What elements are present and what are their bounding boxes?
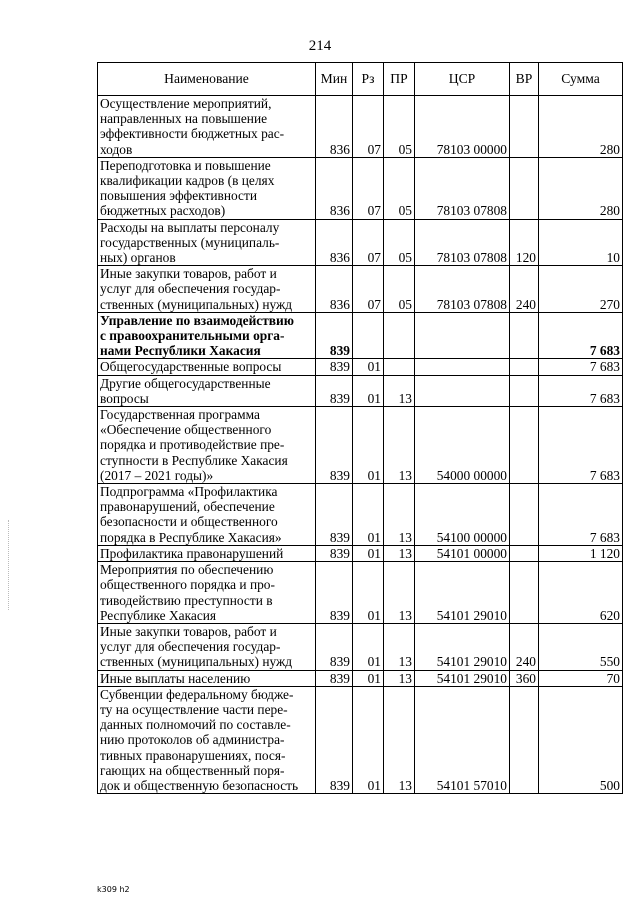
cell-name: Иные выплаты населению	[98, 670, 316, 686]
cell-vr	[510, 96, 539, 158]
cell-rz: 01	[353, 562, 384, 624]
cell-vr	[510, 359, 539, 375]
table-row	[98, 157, 623, 219]
cell-name: Мероприятия по обеспечению общественного порядка и про- тиводействию преступности в Республике Хакасия	[98, 562, 316, 624]
cell-pr: 13	[384, 670, 415, 686]
cell-name: Подпрограмма «Профилактика правонарушений, обеспечение безопасности и общественного порядка в Республике Хакасия»	[98, 484, 316, 546]
cell-vr: 240	[510, 266, 539, 313]
cell-vr	[510, 157, 539, 219]
cell-min: 839	[316, 407, 353, 484]
cell-min: 839	[316, 686, 353, 793]
cell-name: Расходы на выплаты персоналу государственных (муниципаль- ных) органов	[98, 219, 316, 266]
cell-name: Субвенции федеральному бюдже- ту на осуществление части пере- данных полномочий по составле- нию протоколов об администра- тивных правонарушениях, пося- гающих на общественный поря- док и общественную безопасность	[98, 686, 316, 793]
cell-pr: 05	[384, 96, 415, 158]
header-min: Мин	[316, 63, 353, 96]
cell-rz: 07	[353, 266, 384, 313]
header-vr: ВР	[510, 63, 539, 96]
cell-sum: 1 120	[539, 545, 623, 561]
cell-sum: 500	[539, 686, 623, 793]
cell-min: 839	[316, 623, 353, 670]
cell-pr: 13	[384, 375, 415, 406]
cell-pr: 05	[384, 157, 415, 219]
cell-csr	[415, 312, 510, 359]
cell-min: 839	[316, 375, 353, 406]
cell-pr: 13	[384, 484, 415, 546]
table-row	[98, 670, 623, 686]
cell-min: 839	[316, 670, 353, 686]
cell-min: 839	[316, 484, 353, 546]
cell-pr: 05	[384, 219, 415, 266]
table-row	[98, 623, 623, 670]
cell-name: Государственная программа «Обеспечение общественного порядка и противодействие пре- ступности в Республике Хакасия (2017 – 2021 годы)»	[98, 407, 316, 484]
header-name: Наименование	[98, 63, 316, 96]
cell-rz: 01	[353, 670, 384, 686]
cell-min: 836	[316, 157, 353, 219]
table-row	[98, 96, 623, 158]
cell-name: Общегосударственные вопросы	[98, 359, 316, 375]
cell-sum: 7 683	[539, 407, 623, 484]
cell-min: 836	[316, 96, 353, 158]
cell-csr	[415, 375, 510, 406]
cell-csr: 78103 07808	[415, 219, 510, 266]
cell-min: 836	[316, 266, 353, 313]
cell-name: Профилактика правонарушений	[98, 545, 316, 561]
cell-rz: 01	[353, 623, 384, 670]
cell-csr: 54101 57010	[415, 686, 510, 793]
cell-min: 839	[316, 545, 353, 561]
cell-vr	[510, 407, 539, 484]
cell-sum: 70	[539, 670, 623, 686]
cell-min: 839	[316, 562, 353, 624]
cell-csr: 54100 00000	[415, 484, 510, 546]
cell-rz: 07	[353, 96, 384, 158]
table-header-row	[98, 63, 623, 96]
header-rz: Рз	[353, 63, 384, 96]
cell-csr: 54101 29010	[415, 670, 510, 686]
cell-rz: 01	[353, 484, 384, 546]
table-row	[98, 686, 623, 793]
cell-sum: 280	[539, 96, 623, 158]
table-row	[98, 545, 623, 561]
cell-vr	[510, 562, 539, 624]
budget-table	[97, 62, 623, 794]
table-row	[98, 562, 623, 624]
cell-pr: 13	[384, 623, 415, 670]
cell-sum: 7 683	[539, 375, 623, 406]
cell-vr: 360	[510, 670, 539, 686]
cell-csr: 78103 00000	[415, 96, 510, 158]
cell-vr: 120	[510, 219, 539, 266]
scan-margin-marks	[8, 520, 11, 610]
cell-rz: 07	[353, 157, 384, 219]
cell-csr: 54101 29010	[415, 562, 510, 624]
cell-rz	[353, 312, 384, 359]
cell-sum: 10	[539, 219, 623, 266]
cell-vr	[510, 545, 539, 561]
cell-pr	[384, 359, 415, 375]
cell-csr: 54000 00000	[415, 407, 510, 484]
cell-name: Другие общегосударственные вопросы	[98, 375, 316, 406]
header-pr: ПР	[384, 63, 415, 96]
table-row	[98, 219, 623, 266]
cell-name: Иные закупки товаров, работ и услуг для обеспечения государ- ственных (муниципальных) нужд	[98, 623, 316, 670]
table-row	[98, 375, 623, 406]
cell-pr: 13	[384, 562, 415, 624]
table-row	[98, 359, 623, 375]
cell-vr	[510, 312, 539, 359]
table-row	[98, 266, 623, 313]
table-row	[98, 312, 623, 359]
cell-csr: 54101 29010	[415, 623, 510, 670]
cell-min: 839	[316, 312, 353, 359]
footer-code: k309 h2	[97, 885, 130, 894]
cell-csr: 78103 07808	[415, 266, 510, 313]
cell-rz: 01	[353, 686, 384, 793]
table-row	[98, 484, 623, 546]
cell-rz: 01	[353, 545, 384, 561]
cell-name: Иные закупки товаров, работ и услуг для обеспечения государ- ственных (муниципальных) нужд	[98, 266, 316, 313]
cell-rz: 01	[353, 375, 384, 406]
table-body	[98, 96, 623, 794]
cell-pr: 13	[384, 545, 415, 561]
cell-pr: 05	[384, 266, 415, 313]
cell-pr: 13	[384, 407, 415, 484]
cell-vr: 240	[510, 623, 539, 670]
cell-name: Управление по взаимодействию с правоохранительными орга- нами Республики Хакасия	[98, 312, 316, 359]
cell-csr	[415, 359, 510, 375]
cell-rz: 01	[353, 359, 384, 375]
cell-rz: 07	[353, 219, 384, 266]
header-csr: ЦСР	[415, 63, 510, 96]
cell-sum: 550	[539, 623, 623, 670]
table-row	[98, 407, 623, 484]
cell-rz: 01	[353, 407, 384, 484]
cell-sum: 7 683	[539, 484, 623, 546]
cell-min: 839	[316, 359, 353, 375]
cell-sum: 270	[539, 266, 623, 313]
cell-vr	[510, 686, 539, 793]
cell-csr: 54101 00000	[415, 545, 510, 561]
cell-pr	[384, 312, 415, 359]
cell-vr	[510, 484, 539, 546]
cell-pr: 13	[384, 686, 415, 793]
cell-sum: 280	[539, 157, 623, 219]
cell-name: Переподготовка и повышение квалификации кадров (в целях повышения эффективности бюджетных расходов)	[98, 157, 316, 219]
cell-min: 836	[316, 219, 353, 266]
cell-csr: 78103 07808	[415, 157, 510, 219]
page-number: 214	[308, 38, 332, 54]
header-sum: Сумма	[539, 63, 623, 96]
cell-name: Осуществление мероприятий, направленных на повышение эффективности бюджетных рас- ходов	[98, 96, 316, 158]
cell-sum: 7 683	[539, 312, 623, 359]
cell-sum: 620	[539, 562, 623, 624]
cell-vr	[510, 375, 539, 406]
cell-sum: 7 683	[539, 359, 623, 375]
